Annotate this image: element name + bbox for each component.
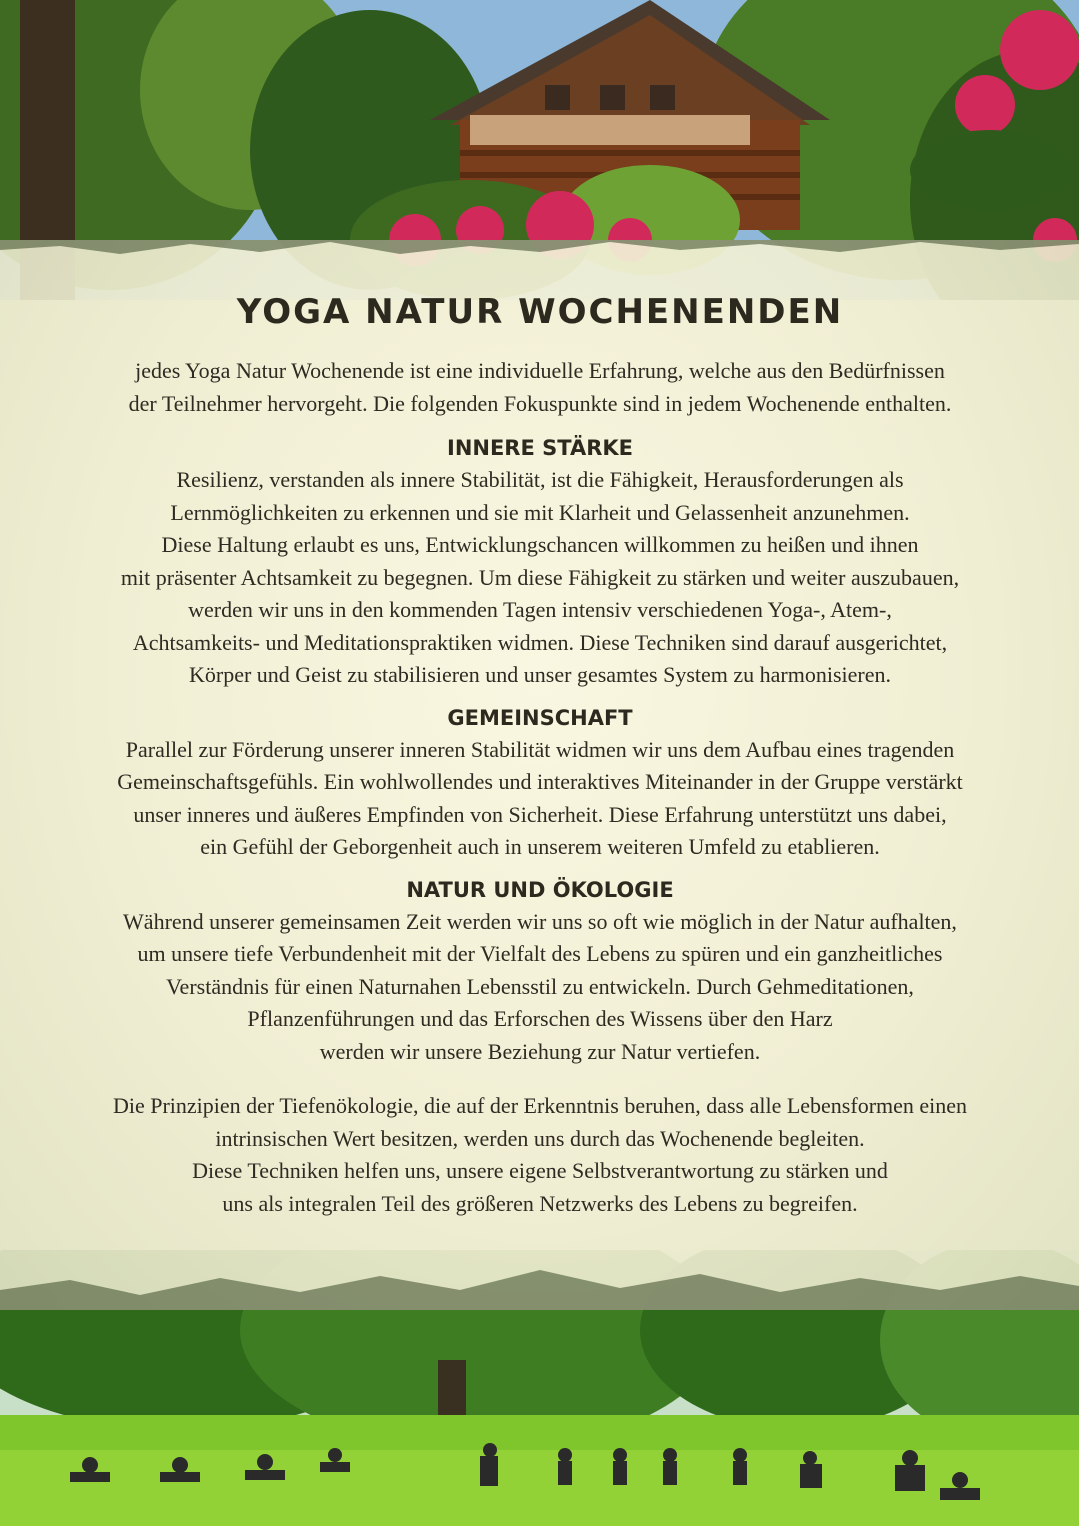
paragraph-line: unser inneres und äußeres Empfinden von Sicherheit. Diese Erfahrung unterstützt uns dabei, (133, 801, 947, 827)
paragraph-line: werden wir uns in den kommenden Tagen intensiv verschiedenen Yoga-, Atem-, (188, 597, 892, 622)
paragraph-line: Lernmöglichkeiten zu erkennen und sie mit Klarheit und Gelassenheit anzunehmen. (170, 499, 910, 525)
intro-line: jedes Yoga Natur Wochenende ist eine individuelle Erfahrung, welche aus den Bedürfnissen (135, 358, 945, 383)
section-paragraph (30, 906, 1050, 1069)
paragraph-line: ein Gefühl der Geborgenheit auch in unserem weiteren Umfeld zu etablieren. (200, 834, 880, 859)
intro-paragraph (30, 354, 1050, 420)
paragraph-line: Diese Haltung erlaubt es uns, Entwicklungschancen willkommen zu heißen und ihnen (161, 532, 919, 557)
paragraph-line: werden wir unsere Beziehung zur Natur vertiefen. (319, 1038, 761, 1064)
paragraph-line: Parallel zur Förderung unserer inneren Stabilität widmen wir uns dem Aufbau eines tragenden (125, 736, 955, 762)
section-innere-staerke (30, 436, 1050, 692)
paragraph-line: uns als integralen Teil des größeren Netzwerks des Lebens zu begreifen. (222, 1190, 858, 1216)
section-paragraph (30, 464, 1050, 692)
intro-line: der Teilnehmer hervorgeht. Die folgenden Fokuspunkte sind in jedem Wochenende enthalten. (128, 391, 952, 416)
paragraph-line: intrinsischen Wert besitzen, werden uns durch das Wochenende begleiten. (215, 1125, 865, 1151)
page-title: YOGA NATUR WOCHENENDEN (236, 292, 844, 332)
section-heading: INNERE STÄRKE (447, 436, 633, 460)
closing-paragraph (30, 1090, 1050, 1220)
paragraph-line: Verständnis für einen Naturnahen Lebensstil zu entwickeln. Durch Gehmeditationen, (166, 973, 914, 999)
paragraph-line: Achtsamkeits- und Meditationspraktiken widmen. Diese Techniken sind darauf ausgerichtet, (132, 629, 948, 655)
paragraph-line: um unsere tiefe Verbundenheit mit der Vielfalt des Lebens zu spüren und ein ganzheitliches (137, 941, 943, 966)
section-heading: NATUR UND ÖKOLOGIE (406, 877, 674, 902)
paragraph-line: Gemeinschaftsgefühls. Ein wohlwollendes und interaktives Miteinander in der Gruppe verstärkt (117, 769, 963, 794)
document-content (30, 280, 1050, 1234)
paragraph-line: Pflanzenführungen und das Erforschen des Wissens über den Harz (247, 1006, 833, 1031)
paragraph-line: Während unserer gemeinsamen Zeit werden wir uns so oft wie möglich in der Natur aufhalten, (123, 908, 957, 934)
section-natur-und-oekologie (30, 878, 1050, 1069)
section-heading: GEMEINSCHAFT (447, 705, 633, 730)
paragraph-line: Resilienz, verstanden als innere Stabilität, ist die Fähigkeit, Herausforderungen als (176, 467, 904, 492)
paragraph-line: Die Prinzipien der Tiefenökologie, die auf der Erkenntnis beruhen, dass alle Lebensformen einen (112, 1093, 968, 1118)
section-gemeinschaft (30, 706, 1050, 864)
paragraph-line: Diese Techniken helfen uns, unsere eigene Selbstverantwortung zu stärken und (192, 1158, 888, 1183)
paragraph-line: Körper und Geist zu stabilisieren und unser gesamtes System zu harmonisieren. (188, 662, 891, 687)
paragraph-line: mit präsenter Achtsamkeit zu begegnen. Um diese Fähigkeit zu stärken und weiter auszubauen, (120, 564, 960, 590)
section-paragraph (30, 734, 1050, 864)
